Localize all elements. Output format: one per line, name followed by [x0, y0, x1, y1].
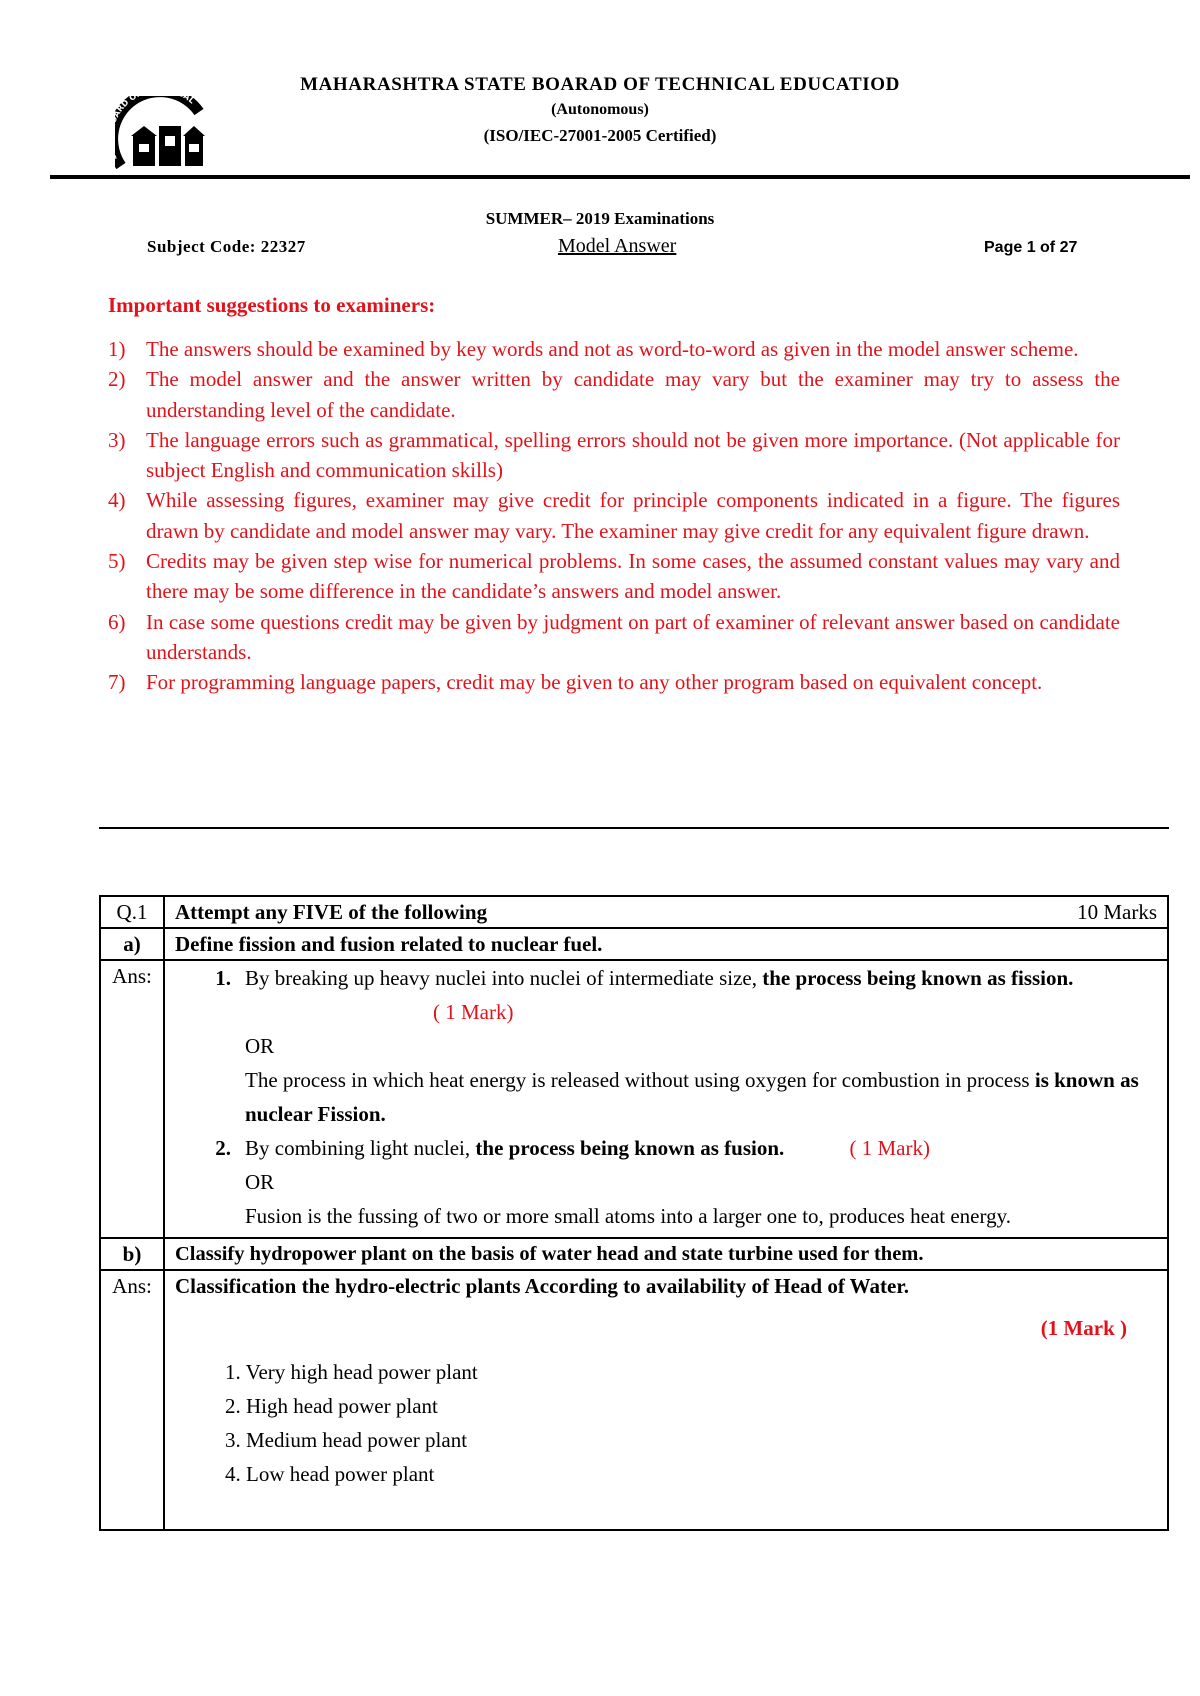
answer-body — [164, 960, 1168, 1238]
exam-title: SUMMER– 2019 Examinations — [485, 209, 715, 228]
answer-alt-text: Fusion is the fussing of two or more small atoms into a larger one to, produces heat energy. — [245, 1204, 1011, 1228]
header-divider — [50, 175, 1190, 179]
suggestion-item: 3) The language errors such as grammatical, spelling errors should not be given more importance. (Not applicable for subject English and communication skills) — [108, 427, 1120, 483]
table-row — [100, 1270, 1168, 1530]
classification-list — [175, 1355, 1157, 1491]
autonomous-label: (Autonomous) — [551, 101, 649, 118]
answer-body — [164, 1270, 1168, 1530]
subquestion-text: Define fission and fusion related to nuclear fuel. — [164, 928, 1168, 960]
table-row — [100, 1238, 1168, 1270]
suggestion-item: 2) The model answer and the answer written by candidate may vary but the examiner may try to assess the understanding level of the candidate. — [108, 367, 1120, 422]
answer-intro: Classification the hydro-electric plants According to availability of Head of Water. — [175, 1274, 909, 1298]
board-name: MAHARASHTRA STATE BOARAD OF TECHNICAL EDUCATIOD — [300, 74, 900, 95]
table-row — [100, 960, 1168, 1238]
suggestion-item: 5) Credits may be given step wise for numerical problems. In some cases, the assumed constant values may vary and there may be some difference in the candidate’s answers and model answer. — [108, 549, 1120, 604]
or-label: OR — [245, 1170, 275, 1194]
answer-item: 1. By breaking up heavy nuclei into nuclei of intermediate size, the process being known as fission. ( 1 Mark) — [215, 966, 1074, 1024]
table-row — [100, 896, 1168, 928]
mark-badge: (1 Mark ) — [1040, 1316, 1127, 1340]
suggestion-item: 4) While assessing figures, examiner may give credit for principle components indicated in a figure. The figures drawn by candidate and model answer may vary. The examiner may give credit for any equivalent figure drawn. — [108, 488, 1120, 543]
model-answer-title: Model Answer — [558, 235, 677, 257]
list-item: 3. Medium head power plant — [225, 1428, 468, 1452]
suggestion-item: 1) The answers should be examined by key words and not as word-to-word as given in the model answer scheme. — [108, 337, 1079, 361]
suggestions-list — [108, 334, 1120, 698]
suggestion-item: 6) In case some questions credit may be given by judgment on part of examiner of relevant answer based on candidate understands. — [108, 609, 1120, 664]
subquestion-label: a) — [100, 928, 164, 960]
list-item: 4. Low head power plant — [225, 1462, 435, 1486]
question-number: Q.1 — [100, 896, 164, 928]
question-marks: 10 Marks — [1077, 900, 1157, 924]
subquestion-text: Classify hydropower plant on the basis of water head and state turbine used for them. — [164, 1238, 1168, 1270]
logo-text: RD O AL — [115, 96, 197, 114]
answer-label: Ans: — [100, 960, 164, 1238]
list-item: 2. High head power plant — [225, 1394, 438, 1418]
subquestion-label: b) — [100, 1238, 164, 1270]
answer-alt-text: The process in which heat energy is released without using oxygen for combustion in process is known as nuclear Fission. — [245, 1068, 1139, 1126]
answer-label: Ans: — [100, 1270, 164, 1530]
suggestions-title: Important suggestions to examiners: — [108, 293, 436, 317]
question-title: Attempt any FIVE of the following — [175, 900, 488, 924]
mark-badge: ( 1 Mark) — [849, 1136, 930, 1160]
certification-label: (ISO/IEC-27001-2005 Certified) — [483, 126, 717, 145]
question-heading — [164, 896, 1168, 928]
list-item: 1. Very high head power plant — [225, 1360, 478, 1384]
answer-item: 2. By combining light nuclei, the process being known as fusion. ( 1 Mark) — [215, 1136, 930, 1160]
subject-code: Subject Code: 22327 — [147, 237, 306, 256]
suggestion-item: 7) For programming language papers, credit may be given to any other program based on equivalent concept. — [108, 670, 1043, 695]
question-table — [99, 895, 1169, 1531]
table-row — [100, 928, 1168, 960]
page-number: Page 1 of 27 — [984, 239, 1078, 256]
section-divider — [99, 827, 1169, 829]
mark-badge: ( 1 Mark) — [433, 1000, 514, 1024]
or-label: OR — [245, 1034, 275, 1058]
